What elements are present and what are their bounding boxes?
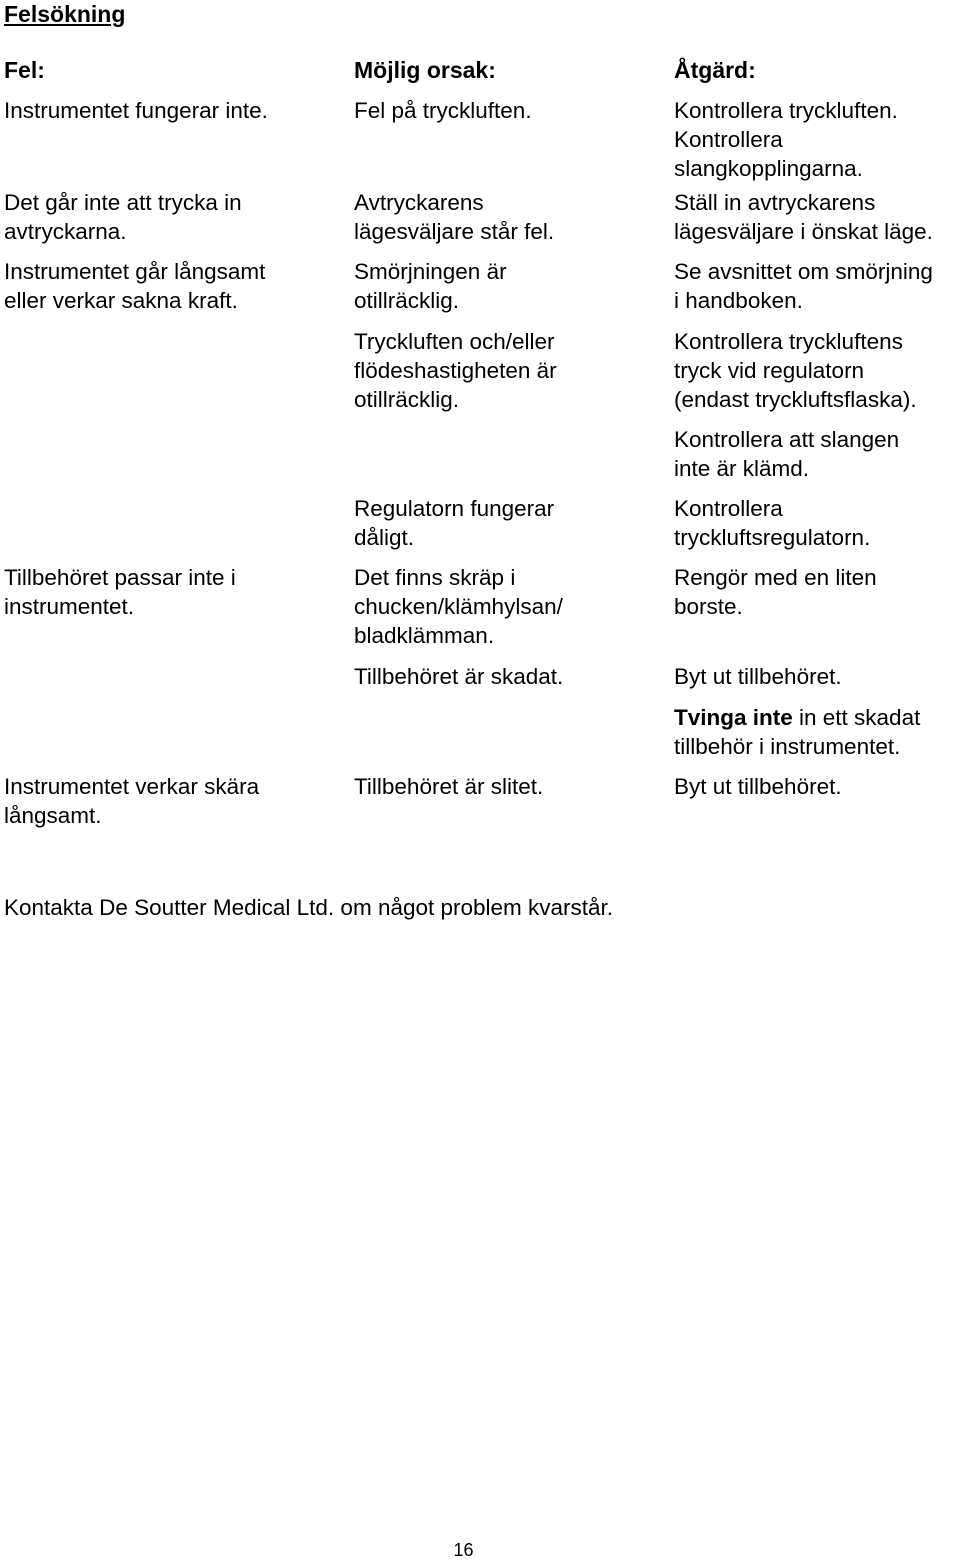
warning-text: in ett skadat tillbehör i instrumentet. [674,705,921,759]
fault-cell: Tillbehöret passar inte i instrumentet. [4,565,236,619]
cause-cell: Avtryckarens lägesväljare står fel. [354,190,555,244]
action-cell: Byt ut tillbehöret. [674,664,842,689]
cause-cell: Tillbehöret är slitet. [354,774,544,799]
page-number: 16 [453,1540,474,1560]
fault-cell: Instrumentet fungerar inte. [4,98,268,123]
warning-cell [674,703,960,761]
contact-note: Kontakta De Soutter Medical Ltd. om något problem kvarstår. [4,895,614,920]
cause-cell: Tillbehöret är skadat. [354,664,564,689]
action-cell: Kontrollera tryckluften. Kontrollera slangkopplingarna. [674,98,898,181]
cause-cell: Det finns skräp i chucken/klämhylsan/ bladklämman. [354,565,563,648]
fault-cell: Instrumentet går långsamt eller verkar sakna kraft. [4,259,266,313]
action-cell: Byt ut tillbehöret. [674,774,842,799]
fault-cell: Det går inte att trycka in avtryckarna. [4,190,242,244]
action-cell: Kontrollera att slangen inte är klämd. [674,427,900,481]
fault-cell: Instrumentet verkar skära långsamt. [4,774,260,828]
page-title: Felsökning [4,1,126,27]
column-header-cause: Möjlig orsak: [354,57,496,83]
cause-cell: Smörjningen är otillräcklig. [354,259,507,313]
action-cell: Kontrollera tryckluftsregulatorn. [674,496,871,550]
column-header-fault: Fel: [4,57,45,83]
action-cell: Rengör med en liten borste. [674,565,877,619]
cause-cell: Fel på tryckluften. [354,98,532,123]
action-cell: Ställ in avtryckarens lägesväljare i önskat läge. [674,190,933,244]
column-header-action: Åtgärd: [674,57,756,83]
cause-cell: Regulatorn fungerar dåligt. [354,496,555,550]
action-cell: Kontrollera tryckluftens tryck vid regulatorn (endast tryckluftsflaska). [674,329,917,412]
action-cell: Se avsnittet om smörjning i handboken. [674,259,933,313]
cause-cell: Tryckluften och/eller flödeshastigheten är otillräcklig. [354,329,557,412]
warning-emphasis: Tvinga inte [674,705,793,730]
